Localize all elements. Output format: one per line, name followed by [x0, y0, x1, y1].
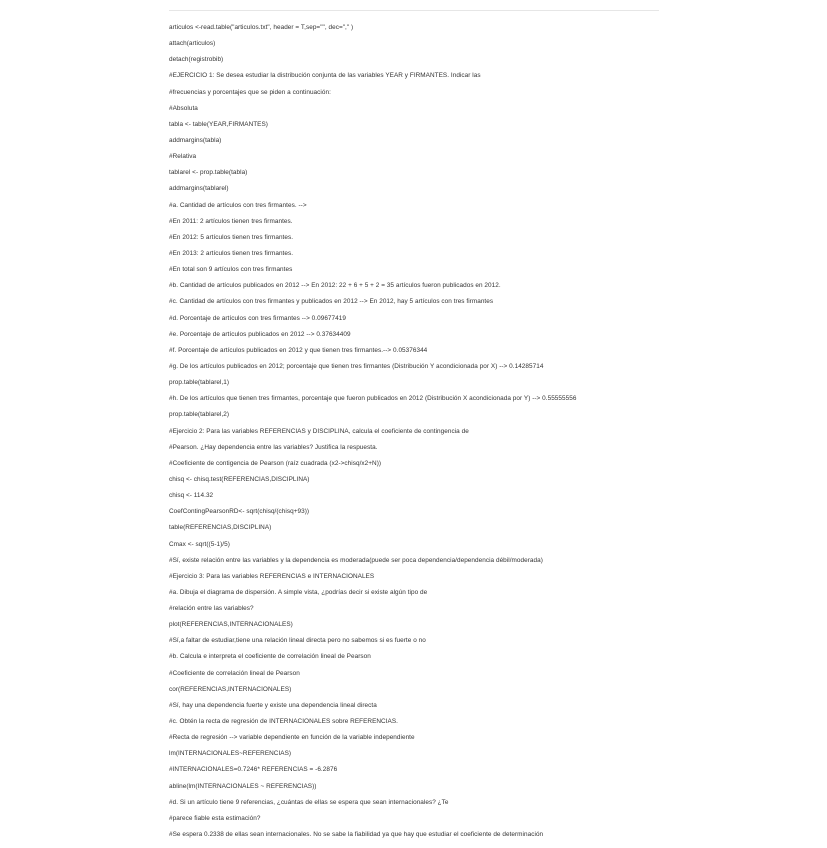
text-line: #En total son 9 artículos con tres firmantes: [169, 266, 293, 274]
text-line: #d. Si un artículo tiene 9 referencias, ¿cuántas de ellas se espera que sean internacionales? ¿Te: [169, 798, 449, 806]
text-line: abline(lm(INTERNACIONALES ~ REFERENCIAS)): [169, 782, 317, 790]
text-line: #Sí, hay una dependencia fuerte y existe una dependencia lineal directa: [169, 701, 377, 709]
text-line: chisq <- 114.32: [169, 492, 214, 500]
text-line: #Sí,a faltar de estudiar,tiene una relación lineal directa pero no sabemos si es fuerte o no: [169, 637, 426, 645]
text-line: tabla <- table(YEAR,FIRMANTES): [169, 120, 268, 128]
text-line: #EJERCICIO 1: Se desea estudiar la distribución conjunta de las variables YEAR y FIRMANTES. Indicar las: [169, 72, 481, 80]
text-line: #Pearson. ¿Hay dependencia entre las variables? Justifica la respuesta.: [169, 443, 378, 451]
text-line: #Se espera 0.2338 de ellas sean internacionales. No se sabe la fiabilidad ya que hay que estudiar el coeficiente de determinación: [169, 831, 544, 839]
text-line: cor(REFERENCIAS,INTERNACIONALES): [169, 685, 292, 693]
text-line: #Coeficiente de correlación lineal de Pearson: [169, 669, 300, 677]
text-line: #g. De los artículos publicados en 2012; porcentaje que tienen tres firmantes (Distribución Y acondicionada por X) --> 0.14285714: [169, 362, 544, 370]
document-body: [169, 20, 819, 843]
text-line: addmargins(tablarel): [169, 185, 229, 193]
text-line: #c. Cantidad de artículos con tres firmantes y publicados en 2012 --> En 2012, hay 5 artículos con tres firmantes: [169, 298, 494, 306]
text-line: #h. De los artículos que tienen tres firmantes, porcentaje que fueron publicados en 2012 (Distribución X acondicionada por Y) --> 0.55555556: [169, 395, 577, 403]
text-line: #Sí, existe relación entre las variables y la dependencia es moderada(puede ser poca dependencia/dependencia débil/moderada): [169, 556, 543, 564]
text-line: chisq <- chisq.test(REFERENCIAS,DISCIPLINA): [169, 475, 310, 483]
text-line: #parece fiable esta estimación?: [169, 814, 261, 822]
text-line: #Ejercicio 2: Para las variables REFERENCIAS y DISCIPLINA, calcula el coeficiente de contingencia de: [169, 427, 469, 435]
text-line: #Relativa: [169, 153, 197, 161]
text-line: #a. Cantidad de artículos con tres firmantes. -->: [169, 201, 307, 209]
text-line: plot(REFERENCIAS,INTERNACIONALES): [169, 621, 293, 629]
text-line: tablarel <- prop.table(tabla): [169, 169, 248, 177]
text-line: #b. Cantidad de artículos publicados en 2012 --> En 2012: 22 + 6 + 5 + 2 = 35 artículos fueron publicados en 2012.: [169, 282, 501, 290]
text-line: prop.table(tablarel,1): [169, 379, 230, 387]
text-line: lm(INTERNACIONALES~REFERENCIAS): [169, 750, 292, 758]
text-line: #En 2013: 2 artículos tienen tres firmantes.: [169, 249, 294, 257]
text-line: Cmax <- sqrt((5-1)/5): [169, 540, 230, 548]
text-line: #Coeficiente de contigencia de Pearson (raíz cuadrada (x2->chisq/x2+N)): [169, 459, 382, 467]
text-line: attach(articulos): [169, 40, 216, 48]
text-line: CoefContingPearsonRD<- sqrt(chisq/(chisq+93)): [169, 508, 310, 516]
top-divider: [169, 10, 659, 11]
text-line: #Recta de regresión --> variable dependiente en función de la variable independiente: [169, 734, 415, 742]
text-line: #relación entre las variables?: [169, 605, 254, 613]
text-line: #f. Porcentaje de artículos publicados en 2012 y que tienen tres firmantes.--> 0.05376344: [169, 346, 428, 354]
text-line: #d. Porcentaje de artículos con tres firmantes --> 0.09677419: [169, 314, 346, 322]
text-line: #c. Obtén la recta de regresión de INTERNACIONALES sobre REFERENCIAS.: [169, 718, 398, 726]
text-line: table(REFERENCIAS,DISCIPLINA): [169, 524, 272, 532]
text-line: #Absoluta: [169, 104, 198, 112]
text-line: #En 2012: 5 artículos tienen tres firmantes.: [169, 233, 294, 241]
text-line: #a. Dibuja el diagrama de dispersión. A simple vista, ¿podrías decir si existe algún tipo de: [169, 588, 428, 596]
text-line: detach(registrobib): [169, 56, 224, 64]
text-line: #INTERNACIONALES=0.7246* REFERENCIAS = -6.2876: [169, 766, 338, 774]
text-line: #e. Porcentaje de artículos publicados en 2012 --> 0.37634409: [169, 330, 351, 338]
text-line: #b. Calcula e interpreta el coeficiente de correlación lineal de Pearson: [169, 653, 371, 661]
text-line: #En 2011: 2 artículos tienen tres firmantes.: [169, 217, 293, 225]
text-line: articulos <-read.table("articulos.txt", header = T,sep="", dec="," ): [169, 24, 354, 31]
text-line: #frecuencias y porcentajes que se piden a continuación:: [169, 88, 331, 96]
text-line: addmargins(tabla): [169, 136, 222, 144]
text-line: #Ejercicio 3: Para las variables REFERENCIAS e INTERNACIONALES: [169, 572, 375, 580]
text-line: prop.table(tablarel,2): [169, 411, 230, 419]
